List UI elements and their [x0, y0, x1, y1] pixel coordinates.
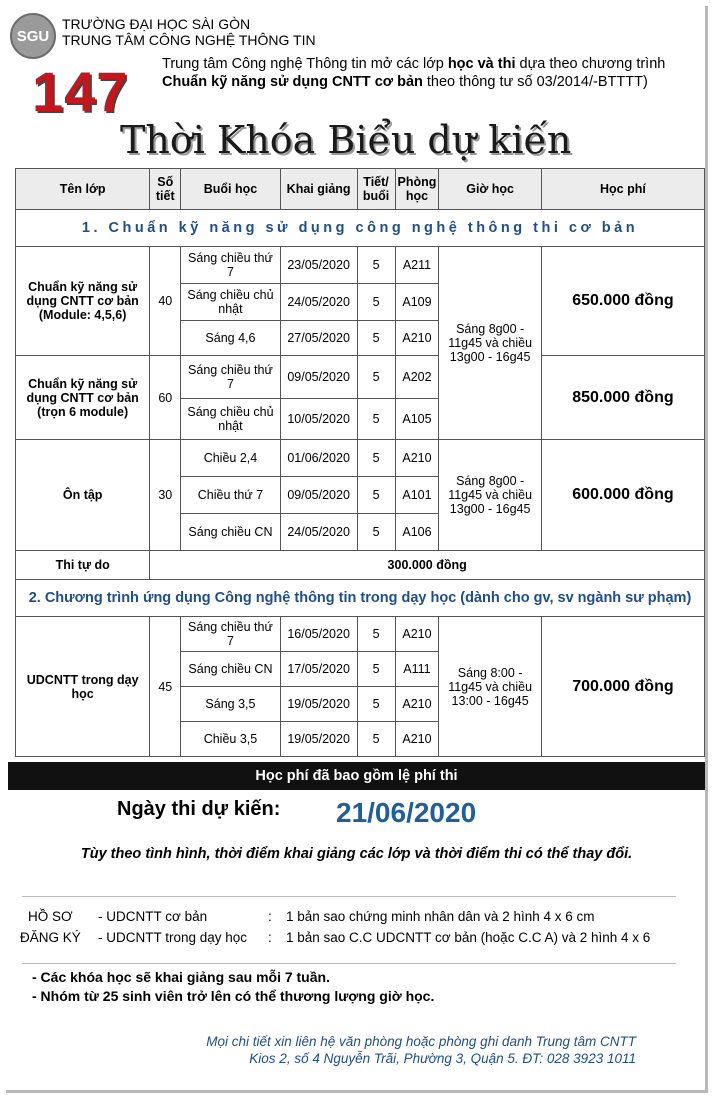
footer-contact: Mọi chi tiết xin liên hệ văn phòng hoặc phòng ghi danh Trung tâm CNTT	[206, 1034, 636, 1049]
study-hours: Sáng 8g00 - 11g45 và chiều 13g00 - 16g45	[439, 247, 541, 440]
table-row: UDCNTT trong dạy học 45 Sáng chiều thứ 7 16/05/2020 5 A210 Sáng 8:00 - 11g45 và chiều 13:00 - 16g45 700.000 đồng	[16, 617, 705, 652]
fee-note-bar: Học phí đã bao gồm lệ phí thi	[8, 762, 705, 790]
col-start: Khai giảng	[280, 169, 357, 210]
table-row: Chuẩn kỹ năng sử dụng CNTT cơ bản (trọn 6 module) 60 Sáng chiều thứ 7 09/05/2020 5 A202 850.000 đồng	[16, 356, 705, 399]
periods: 30	[150, 440, 181, 551]
col-room: Phòng học	[395, 169, 439, 210]
study-hours: Sáng 8:00 - 11g45 và chiều 13:00 - 16g45	[439, 617, 541, 757]
hoso-colon-2: :	[268, 930, 272, 945]
class-name: Chuẩn kỹ năng sử dụng CNTT cơ bản (trọn 6 module)	[16, 356, 150, 440]
divider	[22, 896, 676, 897]
change-note: Tùy theo tình hình, thời điểm khai giảng các lớp và thời điểm thi có thể thay đổi.	[80, 846, 633, 862]
table-row: Sáng chiều chủ nhật 10/05/2020 5 A105	[16, 399, 705, 440]
fee: 850.000 đồng	[541, 356, 704, 440]
divider	[22, 963, 676, 964]
col-class: Tên lớp	[16, 169, 150, 210]
intro-text: Trung tâm Công nghệ Thông tin mở các lớp học và thi dựa theo chương trình Chuẩn kỹ năng sử dụng CNTT cơ bản theo thông tư số 03/2014/-BTTTT)	[162, 56, 666, 90]
study-hours: Sáng 8g00 - 11g45 và chiều 13g00 - 16g45	[439, 440, 541, 551]
center-name: TRUNG TÂM CÔNG NGHỆ THÔNG TIN	[62, 32, 316, 48]
hoso-label-2: ĐĂNG KÝ	[20, 930, 81, 945]
table-row: Chiều 3,5 19/05/2020 5 A210	[16, 722, 705, 757]
periods: 60	[150, 356, 181, 440]
free-exam-row	[16, 551, 705, 580]
footer-address: Kios 2, số 4 Nguyễn Trãi, Phường 3, Quận 5. ĐT: 028 3923 1011	[249, 1051, 636, 1066]
col-periods: Số tiết	[150, 169, 181, 210]
schedule-table	[15, 168, 705, 757]
table-row: Sáng chiều CN 17/05/2020 5 A111	[16, 652, 705, 687]
table-row: Sáng 3,5 19/05/2020 5 A210	[16, 687, 705, 722]
table-header-row	[16, 169, 705, 210]
table-row: Sáng 4,6 27/05/2020 5 A210	[16, 321, 705, 356]
col-session: Buổi học	[181, 169, 280, 210]
section-1-row	[16, 210, 705, 247]
list-item: - Nhóm từ 25 sinh viên trở lên có thể thương lượng giờ học.	[32, 988, 435, 1004]
hoso-label-1: HỒ SƠ	[28, 909, 73, 924]
periods: 40	[150, 247, 181, 356]
table-row: Ôn tập 30 Chiều 2,4 01/06/2020 5 A210 Sáng 8g00 - 11g45 và chiều 13g00 - 16g45 600.000 đồng	[16, 440, 705, 477]
exam-date: 21/06/2020	[336, 797, 477, 828]
hoso-item-1: - UDCNTT cơ bản	[98, 909, 208, 924]
col-hours: Giờ học	[439, 169, 541, 210]
fee: 700.000 đồng	[541, 617, 704, 757]
class-name: Ôn tập	[16, 440, 150, 551]
table-row: Chiều thứ 7 09/05/2020 5 A101	[16, 477, 705, 514]
section-2-row	[16, 580, 705, 617]
university-name: TRƯỜNG ĐẠI HỌC SÀI GÒN	[62, 16, 251, 32]
col-fee: Học phí	[541, 169, 704, 210]
col-per-session: Tiết/ buổi	[357, 169, 395, 210]
fee: 600.000 đồng	[541, 440, 704, 551]
fee: 650.000 đồng	[541, 247, 704, 356]
exam-date-label: Ngày thi dự kiến:	[117, 798, 281, 820]
periods: 45	[150, 617, 181, 757]
big-number: 147	[32, 60, 129, 123]
table-row: Sáng chiều CN 24/05/2020 5 A106	[16, 514, 705, 551]
section-1-title: 1. Chuẩn kỹ năng sử dụng công nghệ thông thi cơ bản	[16, 210, 705, 247]
table-row: Sáng chiều chủ nhật 24/05/2020 5 A109	[16, 284, 705, 321]
hoso-req-2: 1 bản sao C.C UDCNTT cơ bản (hoặc C.C A) và 2 hình 4 x 6	[286, 930, 651, 945]
free-exam-fee: 300.000 đồng	[150, 551, 705, 580]
table-row: Chuẩn kỹ năng sử dụng CNTT cơ bản (Module: 4,5,6) 40 Sáng chiều thứ 7 23/05/2020 5 A211 Sáng 8g00 - 11g45 và chiều 13g00 - 16g45 650.000 đồng	[16, 247, 705, 284]
hoso-item-2: - UDCNTT trong dạy học	[98, 930, 248, 945]
hoso-req-1: 1 bản sao chứng minh nhân dân và 2 hình 4 x 6 cm	[286, 909, 595, 924]
class-name: UDCNTT trong dạy học	[16, 617, 150, 757]
header-institution	[62, 16, 316, 48]
hoso-colon-1: :	[268, 909, 272, 924]
page-title: Thời Khóa Biểu dự kiến	[120, 118, 572, 162]
class-name: Chuẩn kỹ năng sử dụng CNTT cơ bản (Module: 4,5,6)	[16, 247, 150, 356]
free-exam-label: Thi tự do	[16, 551, 150, 580]
sgu-logo: SGU	[10, 13, 56, 59]
list-item: - Các khóa học sẽ khai giảng sau mỗi 7 tuần.	[32, 969, 330, 985]
section-2-title: 2. Chương trình ứng dụng Công nghệ thông tin trong dạy học (dành cho gv, sv ngành sư phạm)	[16, 580, 705, 617]
